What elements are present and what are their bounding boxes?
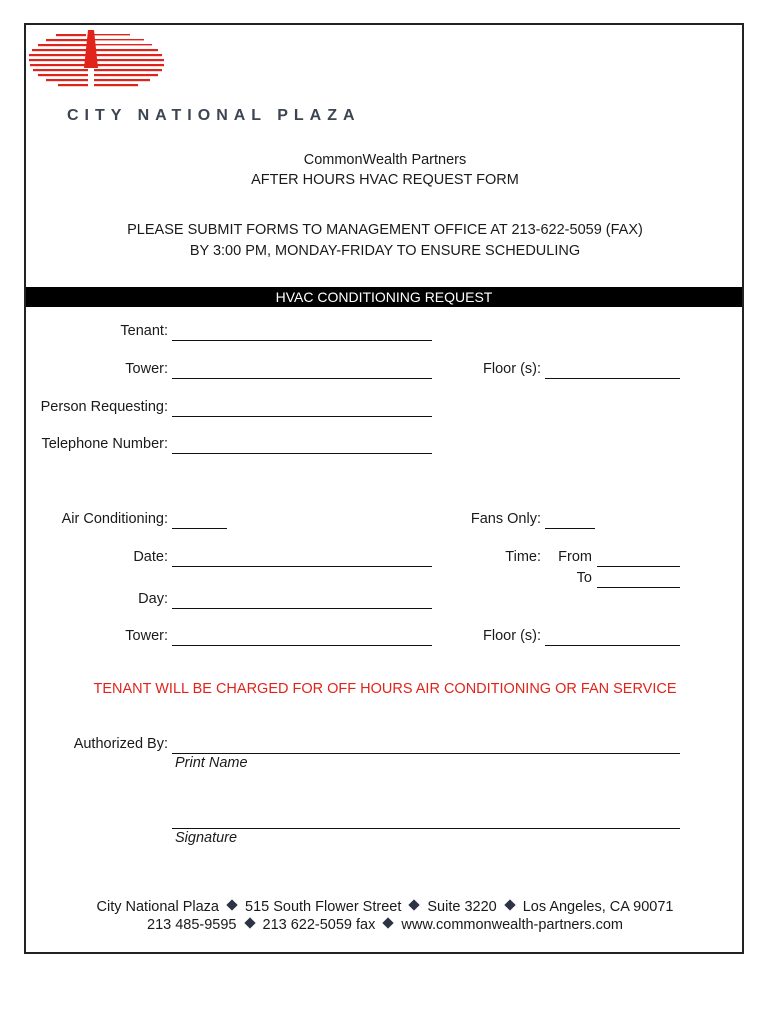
- diamond-icon: [504, 899, 515, 910]
- person-requesting-label: Person Requesting:: [40, 399, 168, 415]
- instruction-line-2: BY 3:00 PM, MONDAY-FRIDAY TO ENSURE SCHEDULING: [189, 243, 581, 259]
- company-name: CommonWealth Partners: [303, 152, 467, 168]
- footer-city: Los Angeles, CA 90071: [522, 899, 674, 915]
- day-field[interactable]: [172, 608, 432, 609]
- footer-fax: 213 622-5059 fax: [262, 917, 376, 933]
- form-title: AFTER HOURS HVAC REQUEST FORM: [251, 172, 519, 188]
- footer-street: 515 South Flower Street: [245, 899, 402, 915]
- tower-label: Tower:: [125, 361, 168, 377]
- diamond-icon: [409, 899, 420, 910]
- print-name-caption: Print Name: [175, 755, 248, 771]
- instruction-line-1: PLEASE SUBMIT FORMS TO MANAGEMENT OFFICE AT 213-622-5059 (FAX): [127, 222, 643, 238]
- floors-label: Floor (s):: [483, 361, 541, 377]
- footer-suite: Suite 3220: [427, 899, 497, 915]
- footer-website[interactable]: www.commonwealth-partners.com: [401, 917, 623, 933]
- footer-contact: [0, 917, 770, 933]
- floors-field[interactable]: [545, 378, 680, 379]
- diamond-icon: [226, 899, 237, 910]
- footer-address: [0, 899, 770, 915]
- signature-caption: Signature: [175, 830, 238, 846]
- day-label: Day:: [138, 591, 168, 607]
- date-label: Date:: [133, 549, 168, 565]
- time-from-label: From: [558, 549, 592, 565]
- fans-only-label: Fans Only:: [470, 511, 541, 527]
- section-banner: HVAC CONDITIONING REQUEST: [26, 287, 742, 307]
- tower-field-2[interactable]: [172, 645, 432, 646]
- signature-field[interactable]: [172, 828, 680, 829]
- tenant-label: Tenant:: [120, 323, 168, 339]
- charge-warning: TENANT WILL BE CHARGED FOR OFF HOURS AIR CONDITIONING OR FAN SERVICE: [93, 681, 677, 697]
- air-conditioning-field[interactable]: [172, 528, 227, 529]
- footer-phone: 213 485-9595: [147, 917, 237, 933]
- air-conditioning-label: Air Conditioning:: [61, 511, 168, 527]
- print-name-field[interactable]: [172, 753, 680, 754]
- telephone-field[interactable]: [172, 453, 432, 454]
- tower-label-2: Tower:: [125, 628, 168, 644]
- city-national-plaza-logo: [28, 28, 168, 92]
- person-requesting-field[interactable]: [172, 416, 432, 417]
- time-to-label: To: [576, 570, 592, 586]
- tenant-field[interactable]: [172, 340, 432, 341]
- date-field[interactable]: [172, 566, 432, 567]
- floors-field-2[interactable]: [545, 645, 680, 646]
- diamond-icon: [383, 917, 394, 928]
- authorized-by-label: Authorized By:: [73, 736, 168, 752]
- fans-only-field[interactable]: [545, 528, 595, 529]
- time-to-field[interactable]: [597, 587, 680, 588]
- telephone-label: Telephone Number:: [41, 436, 168, 452]
- floors-label-2: Floor (s):: [483, 628, 541, 644]
- logo-wordmark: CITY NATIONAL PLAZA: [67, 107, 361, 124]
- time-label: Time:: [505, 549, 541, 565]
- footer-plaza: City National Plaza: [96, 899, 219, 915]
- diamond-icon: [244, 917, 255, 928]
- time-from-field[interactable]: [597, 566, 680, 567]
- tower-field[interactable]: [172, 378, 432, 379]
